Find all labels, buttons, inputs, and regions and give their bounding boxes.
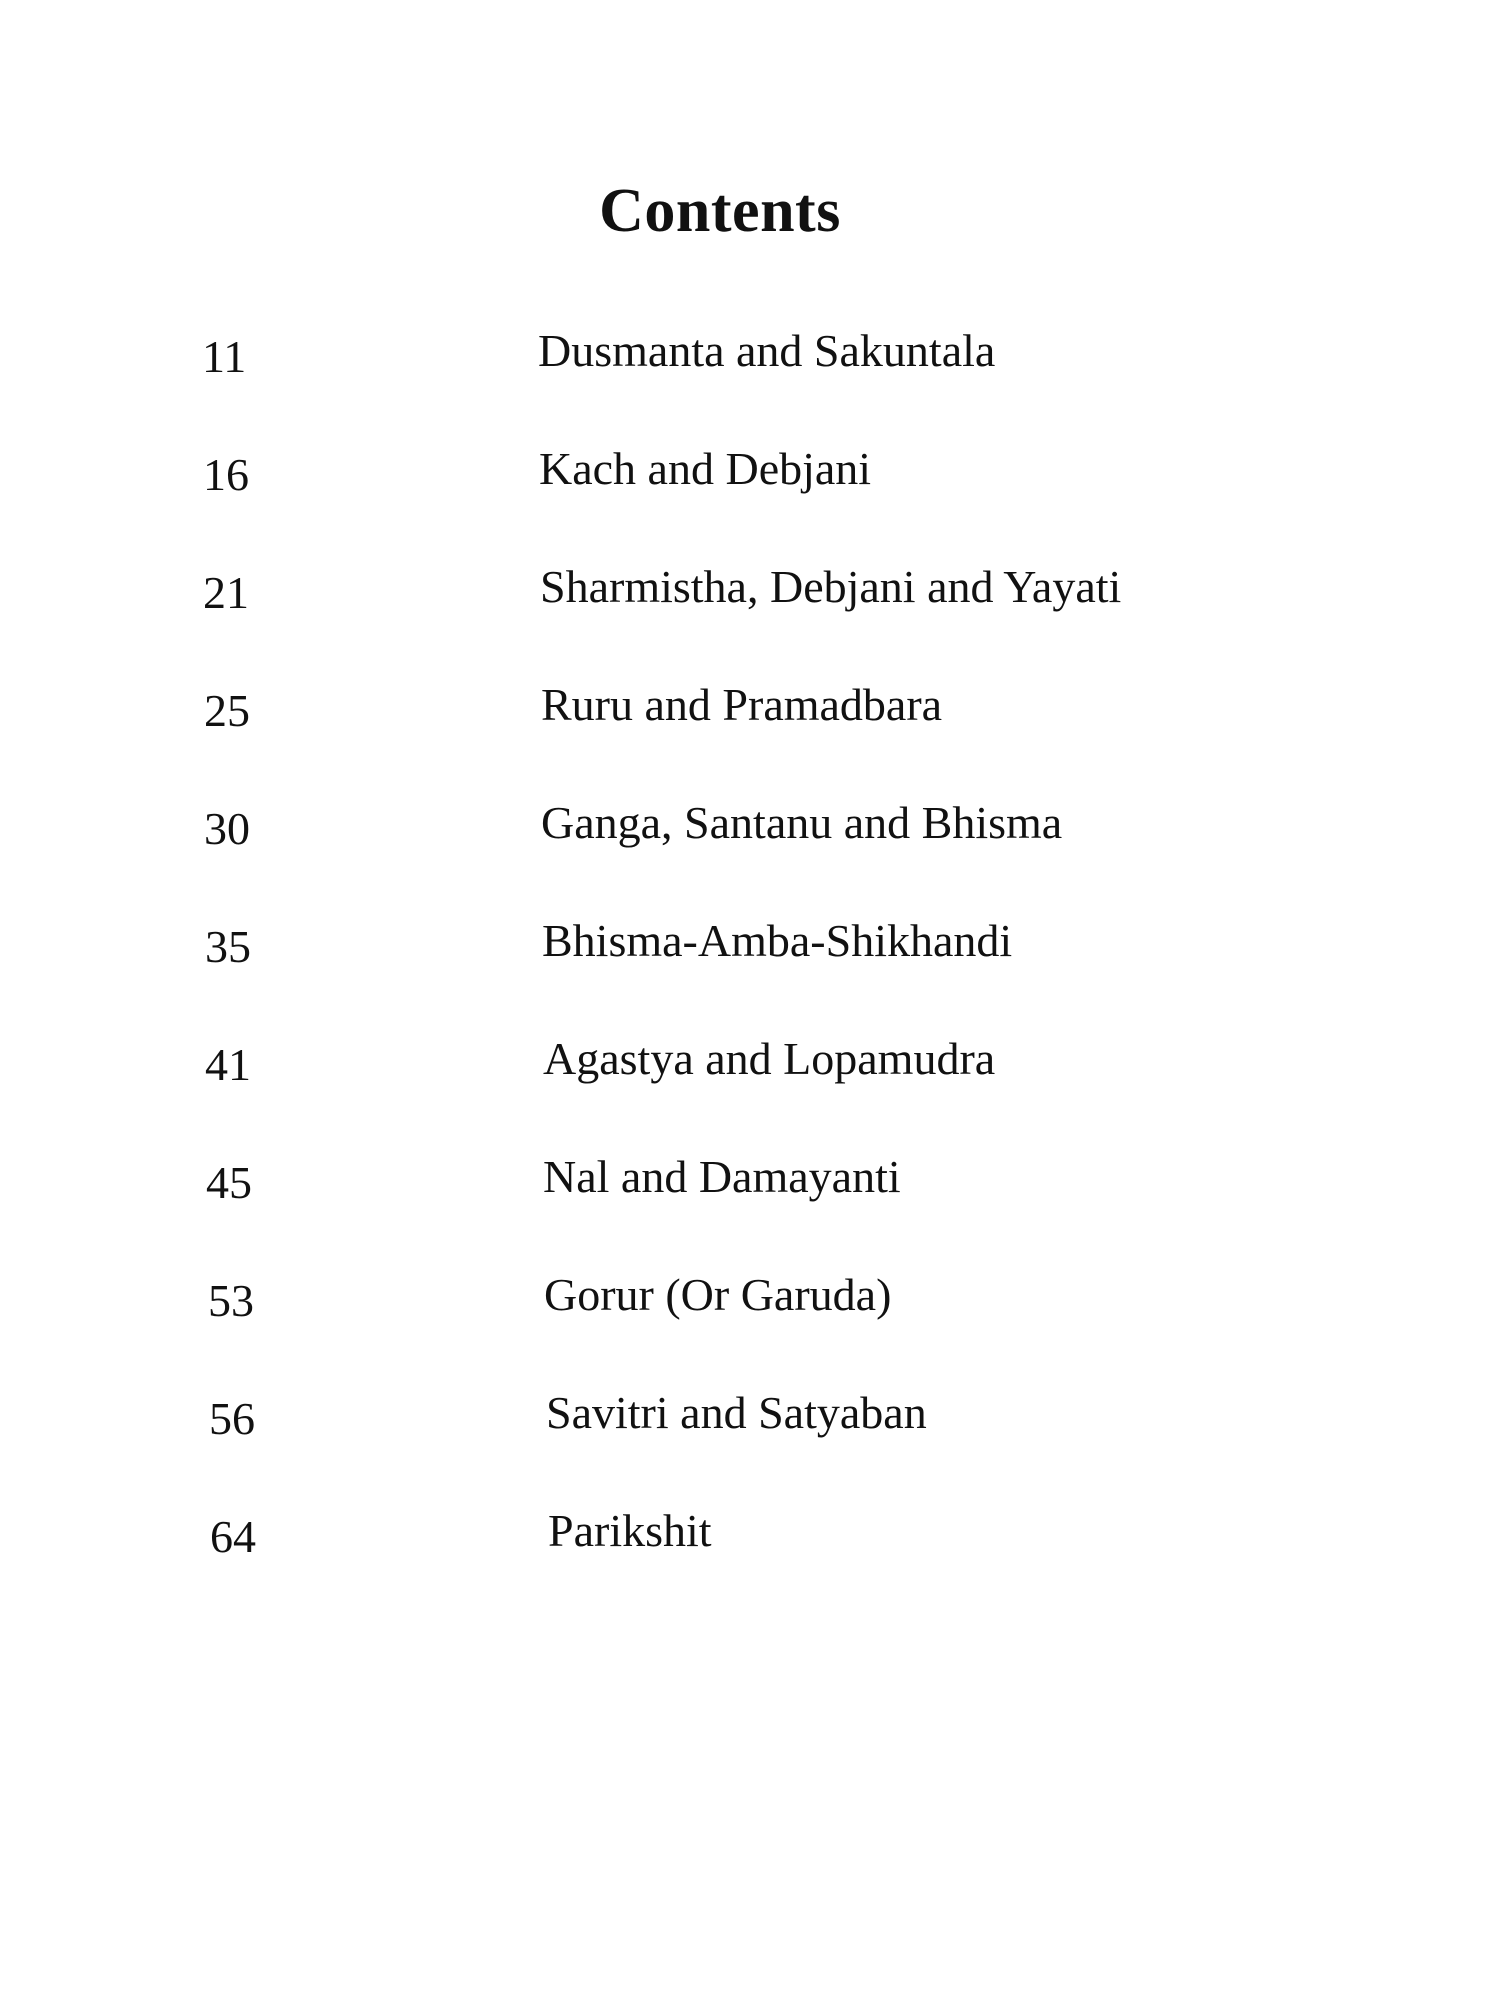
toc-entry-title: Kach and Debjani [539,443,872,494]
toc-page-number: 64 [210,1511,256,1562]
page-title: Contents [599,176,841,245]
toc-entry [0,561,1500,688]
toc-page-number: 45 [206,1157,252,1208]
toc-entry [0,1151,1500,1278]
toc-entry-title: Ruru and Pramadbara [541,679,943,730]
toc-page-number: 21 [203,567,249,618]
toc-entry-title: Agastya and Lopamudra [543,1033,996,1084]
toc-page-number: 35 [205,921,251,972]
table-of-contents [0,325,1500,1632]
toc-entry-title: Nal and Damayanti [543,1151,901,1202]
toc-entry-title: Savitri and Satyaban [546,1387,927,1438]
toc-page-number: 56 [209,1393,255,1444]
toc-entry-title: Gorur (Or Garuda) [544,1269,892,1320]
toc-entry [0,915,1500,1042]
toc-entry [0,325,1500,452]
toc-entry-title: Ganga, Santanu and Bhisma [541,797,1063,848]
toc-entry [0,1387,1500,1514]
toc-entry-title: Sharmistha, Debjani and Yayati [540,561,1122,612]
toc-page-number: 53 [208,1275,254,1326]
toc-page-number: 16 [203,449,249,500]
toc-entry [0,797,1500,924]
toc-entry [0,679,1500,806]
toc-page-number: 11 [202,331,247,382]
toc-entry-title: Dusmanta and Sakuntala [538,325,996,376]
toc-entry [0,1269,1500,1396]
toc-page-number: 25 [204,685,250,736]
toc-entry-title: Bhisma-Amba-Shikhandi [542,915,1013,966]
toc-entry [0,1505,1500,1632]
toc-entry-title: Parikshit [548,1505,712,1556]
toc-entry [0,1033,1500,1160]
toc-page-number: 41 [205,1039,251,1090]
toc-page-number: 30 [204,803,250,854]
toc-entry [0,443,1500,570]
